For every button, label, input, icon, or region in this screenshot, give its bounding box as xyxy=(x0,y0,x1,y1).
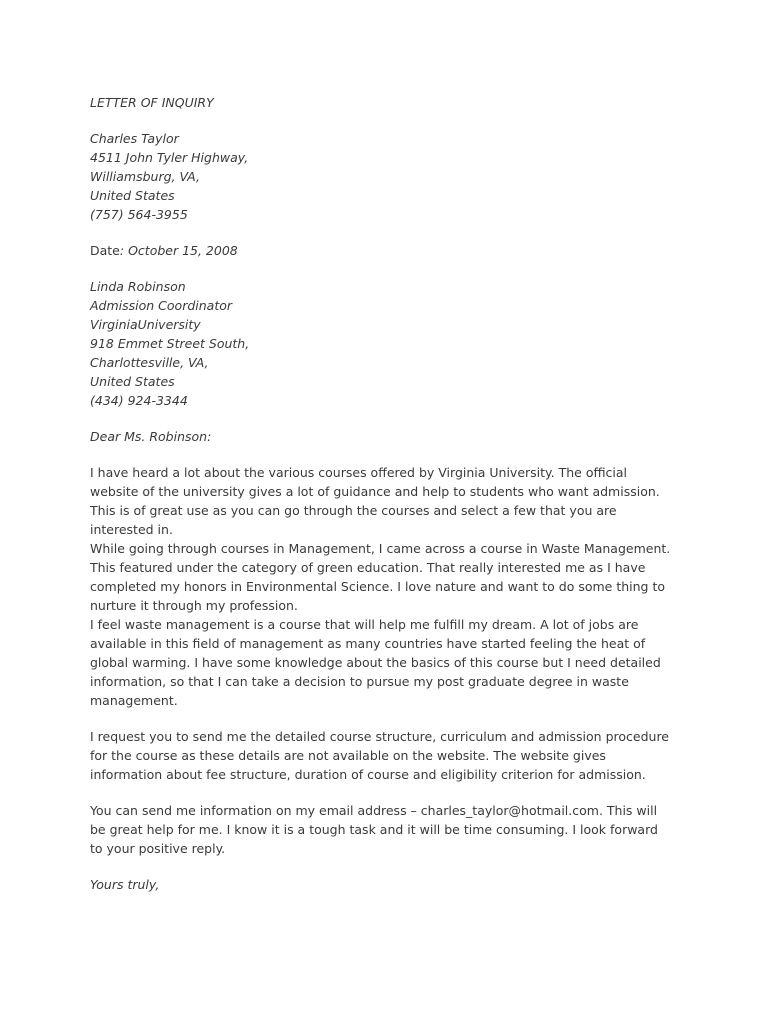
spacer xyxy=(90,112,690,129)
body-line: interested in. xyxy=(90,522,173,537)
body-line: to your positive reply. xyxy=(90,841,226,856)
sender-address-line: United States xyxy=(90,188,175,203)
recipient-block xyxy=(90,277,690,410)
recipient-phone: (434) 924-3344 xyxy=(90,393,188,408)
date-label: Date xyxy=(90,243,120,258)
body-line: This is of great use as you can go through the courses and select a few that you are xyxy=(90,503,617,518)
body-line: available in this field of management as many countries have started feeling the heat of xyxy=(90,636,646,651)
letter-title: LETTER OF INQUIRY xyxy=(90,95,214,110)
salutation: Dear Ms. Robinson: xyxy=(90,429,212,444)
body-line: website of the university gives a lot of guidance and help to students who want admission. xyxy=(90,484,660,499)
recipient-name: Linda Robinson xyxy=(90,279,186,294)
spacer xyxy=(90,224,690,241)
body-line: information, so that I can take a decision to pursue my post graduate degree in waste xyxy=(90,674,629,689)
letter-document xyxy=(90,93,690,894)
body-line: While going through courses in Management, I came across a course in Waste Management. xyxy=(90,541,671,556)
date-value: : October 15, 2008 xyxy=(119,243,238,258)
body-line: be great help for me. I know it is a tough task and it will be time consuming. I look forward xyxy=(90,822,658,837)
spacer xyxy=(90,260,690,277)
body-line: nurture it through my profession. xyxy=(90,598,298,613)
body-line: global warming. I have some knowledge about the basics of this course but I need detailed xyxy=(90,655,661,670)
sender-block xyxy=(90,129,690,224)
sender-phone: (757) 564-3955 xyxy=(90,207,188,222)
sender-address-line: 4511 John Tyler Highway, xyxy=(90,150,249,165)
closing: Yours truly, xyxy=(90,877,160,892)
body-line: completed my honors in Environmental Science. I love nature and want to do some thing to xyxy=(90,579,665,594)
sender-name: Charles Taylor xyxy=(90,131,179,146)
recipient-address-line: 918 Emmet Street South, xyxy=(90,336,250,351)
body-line: You can send me information on my email address – charles_taylor@hotmail.com. This will xyxy=(90,803,658,818)
body-line: information about fee structure, duration of course and eligibility criterion for admission. xyxy=(90,767,646,782)
body-line: I request you to send me the detailed course structure, curriculum and admission procedure xyxy=(90,729,669,744)
recipient-address-line: Charlottesville, VA, xyxy=(90,355,209,370)
body-line: I feel waste management is a course that will help me fulfill my dream. A lot of jobs are xyxy=(90,617,639,632)
recipient-title: Admission Coordinator xyxy=(90,298,233,313)
recipient-organization: VirginiaUniversity xyxy=(90,317,201,332)
spacer xyxy=(90,710,690,727)
body-line: This featured under the category of green education. That really interested me as I have xyxy=(90,560,646,575)
body-line: I have heard a lot about the various courses offered by Virginia University. The official xyxy=(90,465,628,480)
body-line: for the course as these details are not available on the website. The website gives xyxy=(90,748,606,763)
spacer xyxy=(90,858,690,875)
body-paragraph-2 xyxy=(90,727,690,784)
body-line: management. xyxy=(90,693,178,708)
recipient-address-line: United States xyxy=(90,374,175,389)
sender-address-line: Williamsburg, VA, xyxy=(90,169,200,184)
body-paragraph-3 xyxy=(90,801,690,858)
spacer xyxy=(90,784,690,801)
date-line xyxy=(90,241,690,260)
spacer xyxy=(90,410,690,427)
spacer xyxy=(90,446,690,463)
body-paragraph-1 xyxy=(90,463,690,710)
